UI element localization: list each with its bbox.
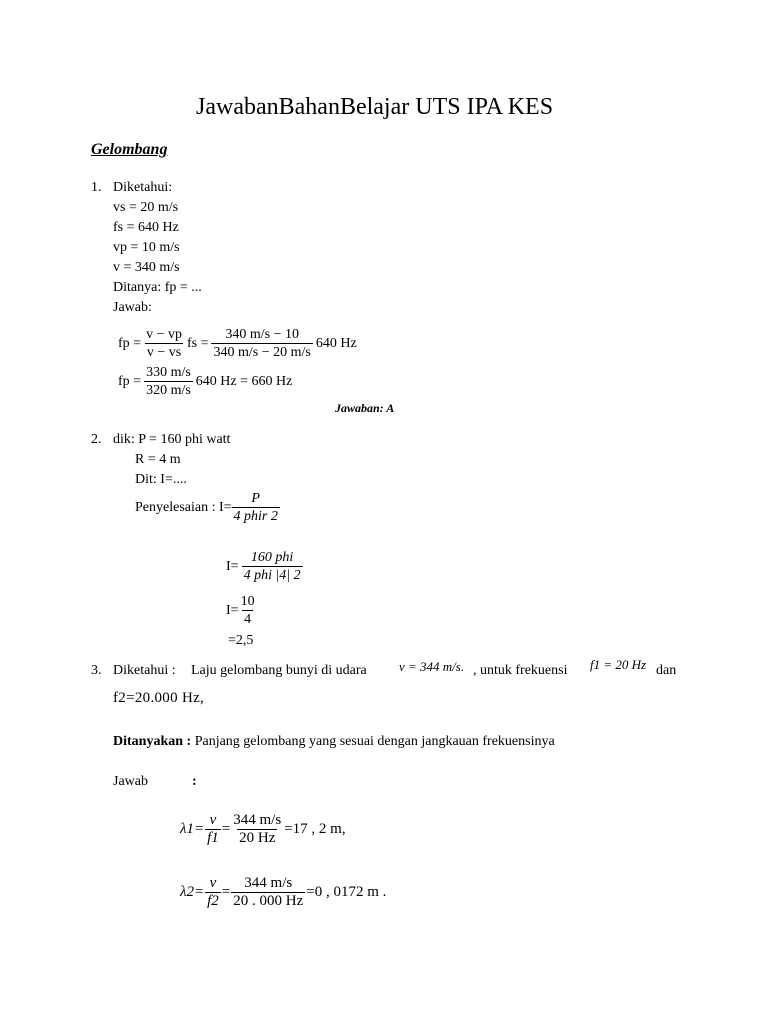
q2-given-radius: R = 4 m [135, 452, 181, 467]
q1-eq1-fraction-1 [144, 326, 184, 361]
q1-line: vp = 10 m/s [113, 240, 180, 255]
q2-solution-step-3 [226, 593, 260, 628]
question-3-number: 3. [91, 663, 102, 678]
q3-asked-label: Ditanyakan : [113, 734, 192, 749]
q3-answer-colon: : [192, 774, 197, 789]
q2-step3-denominator: 4 [244, 612, 252, 627]
q2-given-power: dik: P = 160 phi watt [113, 432, 231, 447]
q2-asked: Dit: I=.... [135, 472, 187, 487]
q1-eq1-mid: fs = [186, 335, 209, 351]
q3-l1-equals: = [221, 821, 231, 837]
q3-lambda-2-equation [180, 875, 386, 910]
q3-speed-expression: v = 344 m/s. [399, 659, 465, 674]
q3-l1-num-1: v [209, 812, 217, 828]
q2-step2-lhs: I= [226, 558, 239, 574]
q1-eq2-tail: 640 Hz = 660 Hz [195, 373, 293, 389]
q2-step3-numerator: 10 [240, 594, 255, 609]
q3-frequency-1: f1 = 20 Hz [590, 657, 647, 672]
q3-l1-den-1: f1 [207, 830, 219, 846]
q3-l2-num-2: 344 m/s [244, 875, 293, 891]
q3-asked [113, 732, 555, 752]
q3-text-2: , untuk frekuensi [473, 663, 568, 678]
q2-step1-numerator: P [251, 491, 260, 506]
q2-solution-step-1 [135, 490, 283, 525]
question-2-number: 2. [91, 432, 102, 447]
q3-l1-fraction-2 [231, 812, 283, 847]
q3-l1-result: =17 , 2 m, [284, 821, 346, 837]
q1-line: Diketahui: [113, 180, 173, 195]
q2-solution-label: Penyelesaian : I= [135, 499, 232, 515]
q3-text-1: Laju gelombang bunyi di udara [191, 663, 367, 678]
q2-step1-denominator: 4 phir 2 [233, 509, 278, 524]
q3-l2-result: =0 , 0172 m . [306, 884, 387, 900]
q1-line: Jawab: [113, 300, 152, 315]
q1-eq1-lhs: fp = [118, 335, 142, 351]
q3-text-3: dan [656, 663, 677, 678]
q3-l1-lhs: λ1= [180, 821, 205, 837]
q3-l2-den-1: f2 [207, 893, 219, 909]
q3-l2-den-2: 20 . 000 Hz [233, 893, 304, 909]
q3-l1-num-2: 344 m/s [233, 812, 282, 828]
q1-eq2-lhs: fp = [118, 373, 142, 389]
q1-equation-1 [118, 326, 357, 361]
section-heading: Gelombang [91, 141, 168, 158]
q1-eq1-fraction-2 [211, 326, 312, 361]
q3-label [113, 661, 176, 681]
q2-step2-numerator: 160 phi [250, 550, 294, 565]
q1-line: v = 340 m/s [113, 260, 180, 275]
q2-step1-fraction [232, 490, 280, 525]
q3-lambda-1-equation [180, 812, 346, 847]
q3-l2-fraction-1 [205, 875, 221, 910]
q3-frequency-2: f2=20.000 Hz, [113, 690, 205, 706]
q2-step2-denominator: 4 phi |4| 2 [243, 568, 301, 583]
q2-step3-fraction [239, 593, 257, 628]
q1-eq2-numerator: 330 m/s [146, 365, 191, 380]
q1-eq1-f2-denominator: 340 m/s − 20 m/s [213, 345, 311, 360]
q3-l2-lhs: λ2= [180, 884, 205, 900]
q1-eq1-f2-numerator: 340 m/s − 10 [225, 327, 299, 342]
q3-known-label: Diketahui : [113, 663, 176, 678]
q3-asked-text: Panjang gelombang yang sesuai dengan jangkauan frekuensinya [194, 734, 555, 749]
q1-answer: Jawaban: A [335, 401, 395, 415]
question-1-number: 1. [91, 180, 102, 195]
q3-l2-num-1: v [209, 875, 217, 891]
q2-step3-lhs: I= [226, 602, 239, 618]
q3-answer-label: Jawab [113, 774, 148, 789]
q1-eq1-f1-denominator: v − vs [146, 345, 182, 360]
page-title: JawabanBahanBelajar UTS IPA KES [196, 94, 554, 120]
q1-eq2-denominator: 320 m/s [146, 383, 191, 398]
q3-l1-fraction-1 [205, 812, 221, 847]
q1-line: Ditanya: fp = ... [113, 280, 202, 295]
q3-l1-den-2: 20 Hz [239, 830, 276, 846]
q2-result: =2,5 [228, 633, 254, 648]
q1-eq1-f1-numerator: v − vp [146, 327, 182, 342]
q3-l2-fraction-2 [231, 875, 305, 910]
q1-line: fs = 640 Hz [113, 220, 179, 235]
q3-l2-equals: = [221, 884, 231, 900]
question-1-givens [113, 178, 202, 318]
q1-line: vs = 20 m/s [113, 200, 179, 215]
q1-eq2-fraction [144, 364, 193, 399]
q2-solution-step-2 [226, 549, 306, 584]
q2-step2-fraction [242, 549, 303, 584]
q1-equation-2 [118, 364, 292, 399]
q1-eq1-tail: 640 Hz [315, 335, 357, 351]
